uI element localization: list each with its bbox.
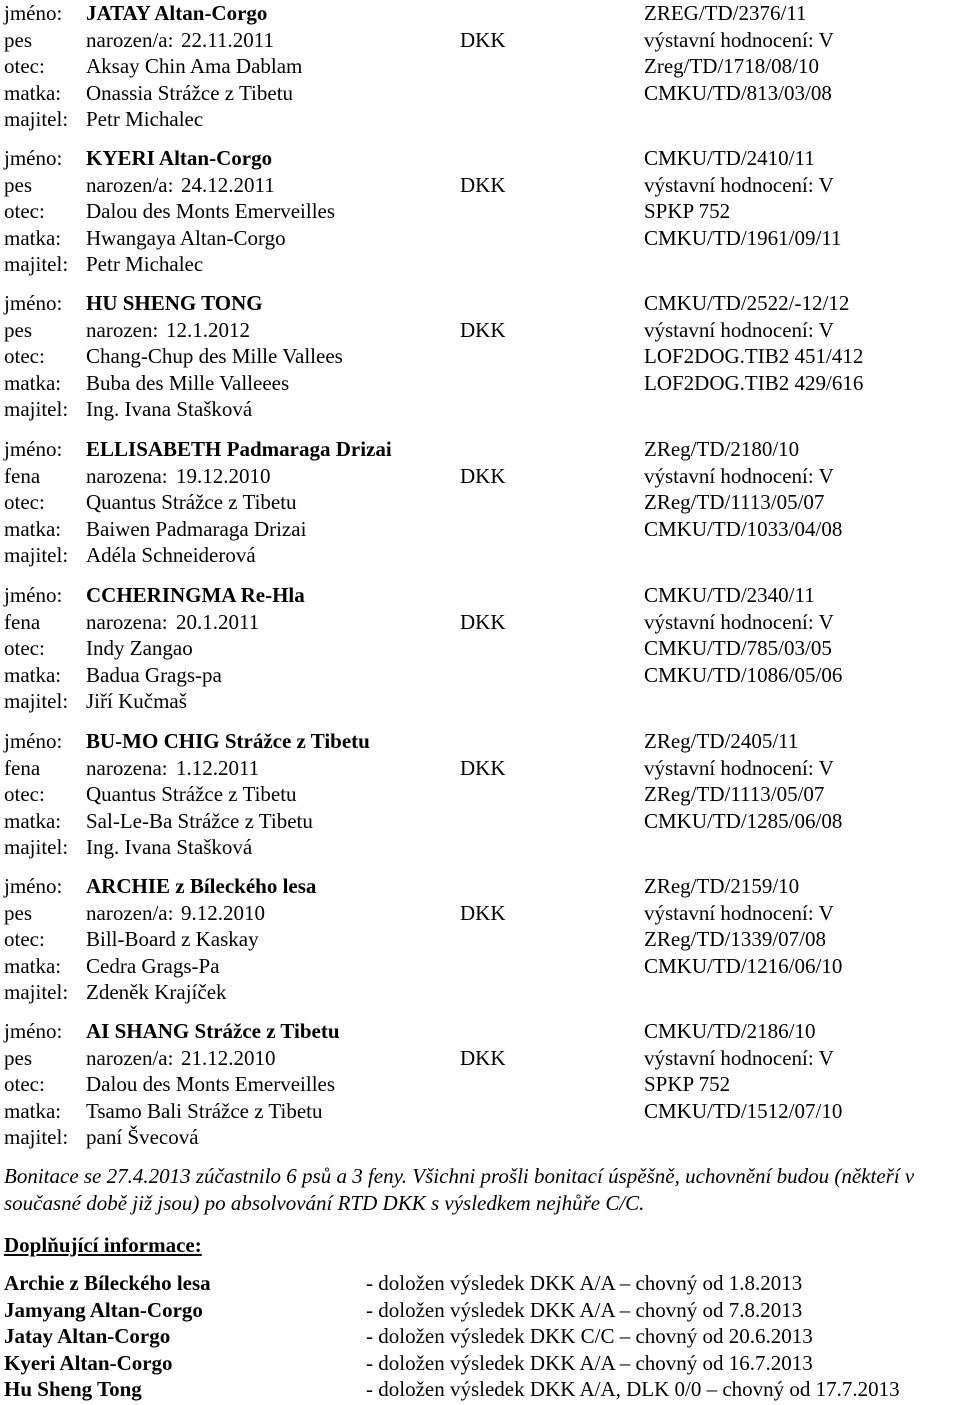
supplement-dog-name: Jamyang Altan-Corgo (4, 1297, 203, 1322)
registration-number: ZReg/TD/2180/10 (644, 437, 800, 461)
name-label: jméno: (4, 1, 63, 25)
supplement-result: - doložen výsledek DKK A/A – chovný od 7.8.2013 (366, 1297, 803, 1322)
dog-name: HU SHENG TONG (86, 291, 263, 315)
bonitace-paragraph: Bonitace se 27.4.2013 zúčastnilo 6 psů a 3 feny. Všichni prošli bonitací úspěšně, uchovnění budou (někteří v současné době již jsou) po absolvování RTD DKK s výsledkem nejhůře C/C. (4, 1164, 915, 1215)
sex: pes (4, 172, 32, 197)
father-registration: ZReg/TD/1113/05/07 (644, 782, 825, 807)
name-label: jméno: (4, 1019, 63, 1043)
dog-entry (4, 290, 956, 423)
entry-row (4, 251, 956, 278)
father-name: Bill-Board z Kaskay (86, 927, 259, 952)
supplement-list (4, 1270, 960, 1403)
dog-entry (4, 728, 956, 861)
dog-name: KYERI Altan-Corgo (86, 146, 273, 170)
name-label: jméno: (4, 146, 63, 170)
father-registration: Zreg/TD/1718/08/10 (644, 54, 819, 79)
entry-row (4, 172, 956, 199)
entry-row (4, 1071, 956, 1098)
registration-number: CMKU/TD/2410/11 (644, 146, 815, 170)
dog-entry (4, 873, 956, 1006)
owner-name: Petr Michalec (86, 107, 204, 132)
entry-row (4, 370, 956, 397)
mother-name: Cedra Grags-Pa (86, 953, 220, 978)
name-label: jméno: (4, 583, 63, 607)
birth-date: 12.1.2012 (166, 317, 250, 342)
mother-registration: CMKU/TD/1033/04/08 (644, 516, 843, 541)
mother-registration: LOF2DOG.TIB2 429/616 (644, 370, 864, 395)
entry-row (4, 1018, 956, 1045)
father-registration: SPKP 752 (644, 199, 731, 224)
name-label: jméno: (4, 437, 63, 461)
father-name: Quantus Strážce z Tibetu (86, 490, 297, 515)
show-evaluation: výstavní hodnocení: V (644, 755, 834, 780)
entry-row (4, 198, 956, 225)
birth-date: 1.12.2011 (176, 755, 260, 780)
supplement-row (4, 1350, 960, 1377)
dog-entry (4, 582, 956, 715)
show-evaluation: výstavní hodnocení: V (644, 900, 834, 925)
registration-number: CMKU/TD/2186/10 (644, 1019, 816, 1043)
entry-row (4, 0, 956, 27)
sex: pes (4, 317, 32, 342)
entry-row (4, 436, 956, 463)
supplement-row (4, 1323, 960, 1350)
father-label: otec: (4, 782, 45, 807)
dog-entry (4, 145, 956, 278)
father-label: otec: (4, 54, 45, 79)
mother-name: Tsamo Bali Strážce z Tibetu (86, 1098, 323, 1123)
entry-row (4, 926, 956, 953)
birth-date: 24.12.2011 (181, 172, 275, 197)
entry-row (4, 834, 956, 861)
father-registration: SPKP 752 (644, 1072, 731, 1097)
owner-name: Adéla Schneiderová (86, 543, 256, 568)
mother-label: matka: (4, 225, 62, 250)
dkk-label: DKK (460, 317, 506, 342)
father-label: otec: (4, 927, 45, 952)
show-evaluation: výstavní hodnocení: V (644, 1045, 834, 1070)
mother-label: matka: (4, 370, 62, 395)
owner-name: paní Švecová (86, 1125, 199, 1150)
supplement-result: - doložen výsledek DKK A/A – chovný od 1.8.2013 (366, 1271, 803, 1295)
birth-date: 19.12.2010 (176, 463, 271, 488)
registration-number: ZREG/TD/2376/11 (644, 1, 807, 25)
entry-row (4, 900, 956, 927)
dkk-label: DKK (460, 463, 506, 488)
entry-row (4, 953, 956, 980)
supplement-row (4, 1376, 960, 1403)
dkk-label: DKK (460, 27, 506, 52)
entry-row (4, 489, 956, 516)
mother-registration: CMKU/TD/1512/07/10 (644, 1098, 843, 1123)
father-registration: CMKU/TD/785/03/05 (644, 636, 832, 661)
entry-row (4, 873, 956, 900)
dog-entry (4, 436, 956, 569)
supplement-row (4, 1270, 960, 1297)
owner-name: Ing. Ivana Stašková (86, 835, 253, 860)
father-label: otec: (4, 199, 45, 224)
birth-date: 22.11.2011 (181, 27, 274, 52)
mother-registration: CMKU/TD/1216/06/10 (644, 953, 843, 978)
entry-row (4, 1045, 956, 1072)
registration-number: CMKU/TD/2340/11 (644, 583, 815, 607)
supplement-row (4, 1297, 960, 1324)
entry-row (4, 542, 956, 569)
entry-row (4, 728, 956, 755)
name-label: jméno: (4, 291, 63, 315)
mother-label: matka: (4, 953, 62, 978)
entry-row (4, 1098, 956, 1125)
owner-label: majitel: (4, 689, 69, 714)
entry-row (4, 688, 956, 715)
dkk-label: DKK (460, 900, 506, 925)
entry-row (4, 80, 956, 107)
entry-row (4, 755, 956, 782)
registration-number: CMKU/TD/2522/-12/12 (644, 291, 850, 315)
mother-name: Sal-Le-Ba Strážce z Tibetu (86, 808, 313, 833)
dog-entry (4, 1018, 956, 1151)
father-label: otec: (4, 490, 45, 515)
father-registration: ZReg/TD/1339/07/08 (644, 927, 826, 952)
supplement-dog-name: Hu Sheng Tong (4, 1377, 142, 1402)
owner-label: majitel: (4, 835, 69, 860)
father-registration: ZReg/TD/1113/05/07 (644, 490, 825, 515)
mother-name: Hwangaya Altan-Corgo (86, 225, 286, 250)
father-name: Aksay Chin Ama Dablam (86, 54, 303, 79)
born-label: narozena: (86, 755, 168, 780)
entry-row (4, 582, 956, 609)
father-label: otec: (4, 636, 45, 661)
father-label: otec: (4, 344, 45, 369)
entry-row (4, 343, 956, 370)
entry-row (4, 979, 956, 1006)
owner-name: Zdeněk Krajíček (86, 980, 227, 1005)
father-label: otec: (4, 1072, 45, 1097)
birth-date: 9.12.2010 (181, 900, 265, 925)
supplement-dog-name: Kyeri Altan-Corgo (4, 1350, 173, 1375)
entry-row (4, 516, 956, 543)
entry-row (4, 635, 956, 662)
supplement-dog-name: Archie z Bíleckého lesa (4, 1271, 211, 1295)
owner-name: Ing. Ivana Stašková (86, 397, 253, 422)
supplement-heading: Doplňující informace: (4, 1233, 202, 1257)
sex: pes (4, 1045, 32, 1070)
entry-row (4, 662, 956, 689)
show-evaluation: výstavní hodnocení: V (644, 27, 834, 52)
born-label: narozen/a: (86, 172, 174, 197)
born-label: narozena: (86, 609, 168, 634)
supplement-dog-name: Jatay Altan-Corgo (4, 1324, 171, 1349)
entry-row (4, 225, 956, 252)
sex: pes (4, 27, 32, 52)
dog-name: BU-MO CHIG Strážce z Tibetu (86, 729, 370, 753)
owner-name: Petr Michalec (86, 252, 204, 277)
owner-label: majitel: (4, 107, 69, 132)
entry-row (4, 1124, 956, 1151)
owner-label: majitel: (4, 397, 69, 422)
mother-name: Buba des Mille Valleees (86, 370, 290, 395)
dkk-label: DKK (460, 1045, 506, 1070)
sex: fena (4, 463, 41, 488)
owner-label: majitel: (4, 980, 69, 1005)
name-label: jméno: (4, 874, 63, 898)
born-label: narozen/a: (86, 1045, 174, 1070)
entry-row (4, 53, 956, 80)
entry-row (4, 463, 956, 490)
father-name: Quantus Strážce z Tibetu (86, 782, 297, 807)
dkk-label: DKK (460, 755, 506, 780)
registration-number: ZReg/TD/2159/10 (644, 874, 800, 898)
mother-label: matka: (4, 1098, 62, 1123)
entry-row (4, 145, 956, 172)
show-evaluation: výstavní hodnocení: V (644, 317, 834, 342)
mother-registration: CMKU/TD/1285/06/08 (644, 808, 843, 833)
father-name: Dalou des Monts Emerveilles (86, 199, 336, 224)
entry-row (4, 317, 956, 344)
father-name: Chang-Chup des Mille Vallees (86, 344, 343, 369)
mother-registration: CMKU/TD/1086/05/06 (644, 662, 843, 687)
owner-name: Jiří Kučmaš (86, 689, 187, 714)
show-evaluation: výstavní hodnocení: V (644, 172, 834, 197)
birth-date: 21.12.2010 (181, 1045, 276, 1070)
mother-label: matka: (4, 516, 62, 541)
birth-date: 20.1.2011 (176, 609, 260, 634)
dog-name: AI SHANG Strážce z Tibetu (86, 1019, 340, 1043)
mother-registration: CMKU/TD/813/03/08 (644, 80, 832, 105)
entry-row (4, 106, 956, 133)
entry-row (4, 27, 956, 54)
show-evaluation: výstavní hodnocení: V (644, 609, 834, 634)
dkk-label: DKK (460, 172, 506, 197)
born-label: narozen/a: (86, 900, 174, 925)
mother-name: Badua Grags-pa (86, 662, 222, 687)
sex: fena (4, 755, 41, 780)
dog-name: ARCHIE z Bíleckého lesa (86, 874, 317, 898)
entry-row (4, 781, 956, 808)
sex: fena (4, 609, 41, 634)
sex: pes (4, 900, 32, 925)
mother-name: Onassia Strážce z Tibetu (86, 80, 294, 105)
mother-registration: CMKU/TD/1961/09/11 (644, 225, 842, 250)
mother-label: matka: (4, 808, 62, 833)
name-label: jméno: (4, 729, 63, 753)
mother-label: matka: (4, 662, 62, 687)
entry-row (4, 808, 956, 835)
entry-row (4, 609, 956, 636)
entry-row (4, 290, 956, 317)
born-label: narozena: (86, 463, 168, 488)
supplement-result: - doložen výsledek DKK A/A, DLK 0/0 – chovný od 17.7.2013 (366, 1377, 900, 1402)
owner-label: majitel: (4, 1125, 69, 1150)
father-name: Indy Zangao (86, 636, 193, 661)
dog-name: CCHERINGMA Re-Hla (86, 583, 305, 607)
mother-label: matka: (4, 80, 62, 105)
owner-label: majitel: (4, 252, 69, 277)
registration-number: ZReg/TD/2405/11 (644, 729, 799, 753)
supplement-result: - doložen výsledek DKK C/C – chovný od 20.6.2013 (366, 1324, 813, 1349)
father-registration: LOF2DOG.TIB2 451/412 (644, 344, 864, 369)
born-label: narozen/a: (86, 27, 174, 52)
dog-name: JATAY Altan-Corgo (86, 1, 268, 25)
dkk-label: DKK (460, 609, 506, 634)
entry-row (4, 396, 956, 423)
owner-label: majitel: (4, 543, 69, 568)
show-evaluation: výstavní hodnocení: V (644, 463, 834, 488)
dog-name: ELLISABETH Padmaraga Drizai (86, 437, 392, 461)
dog-entry (4, 0, 956, 133)
born-label: narozen: (86, 317, 159, 342)
supplement-result: - doložen výsledek DKK A/A – chovný od 16.7.2013 (366, 1350, 813, 1375)
mother-name: Baiwen Padmaraga Drizai (86, 516, 307, 541)
father-name: Dalou des Monts Emerveilles (86, 1072, 336, 1097)
